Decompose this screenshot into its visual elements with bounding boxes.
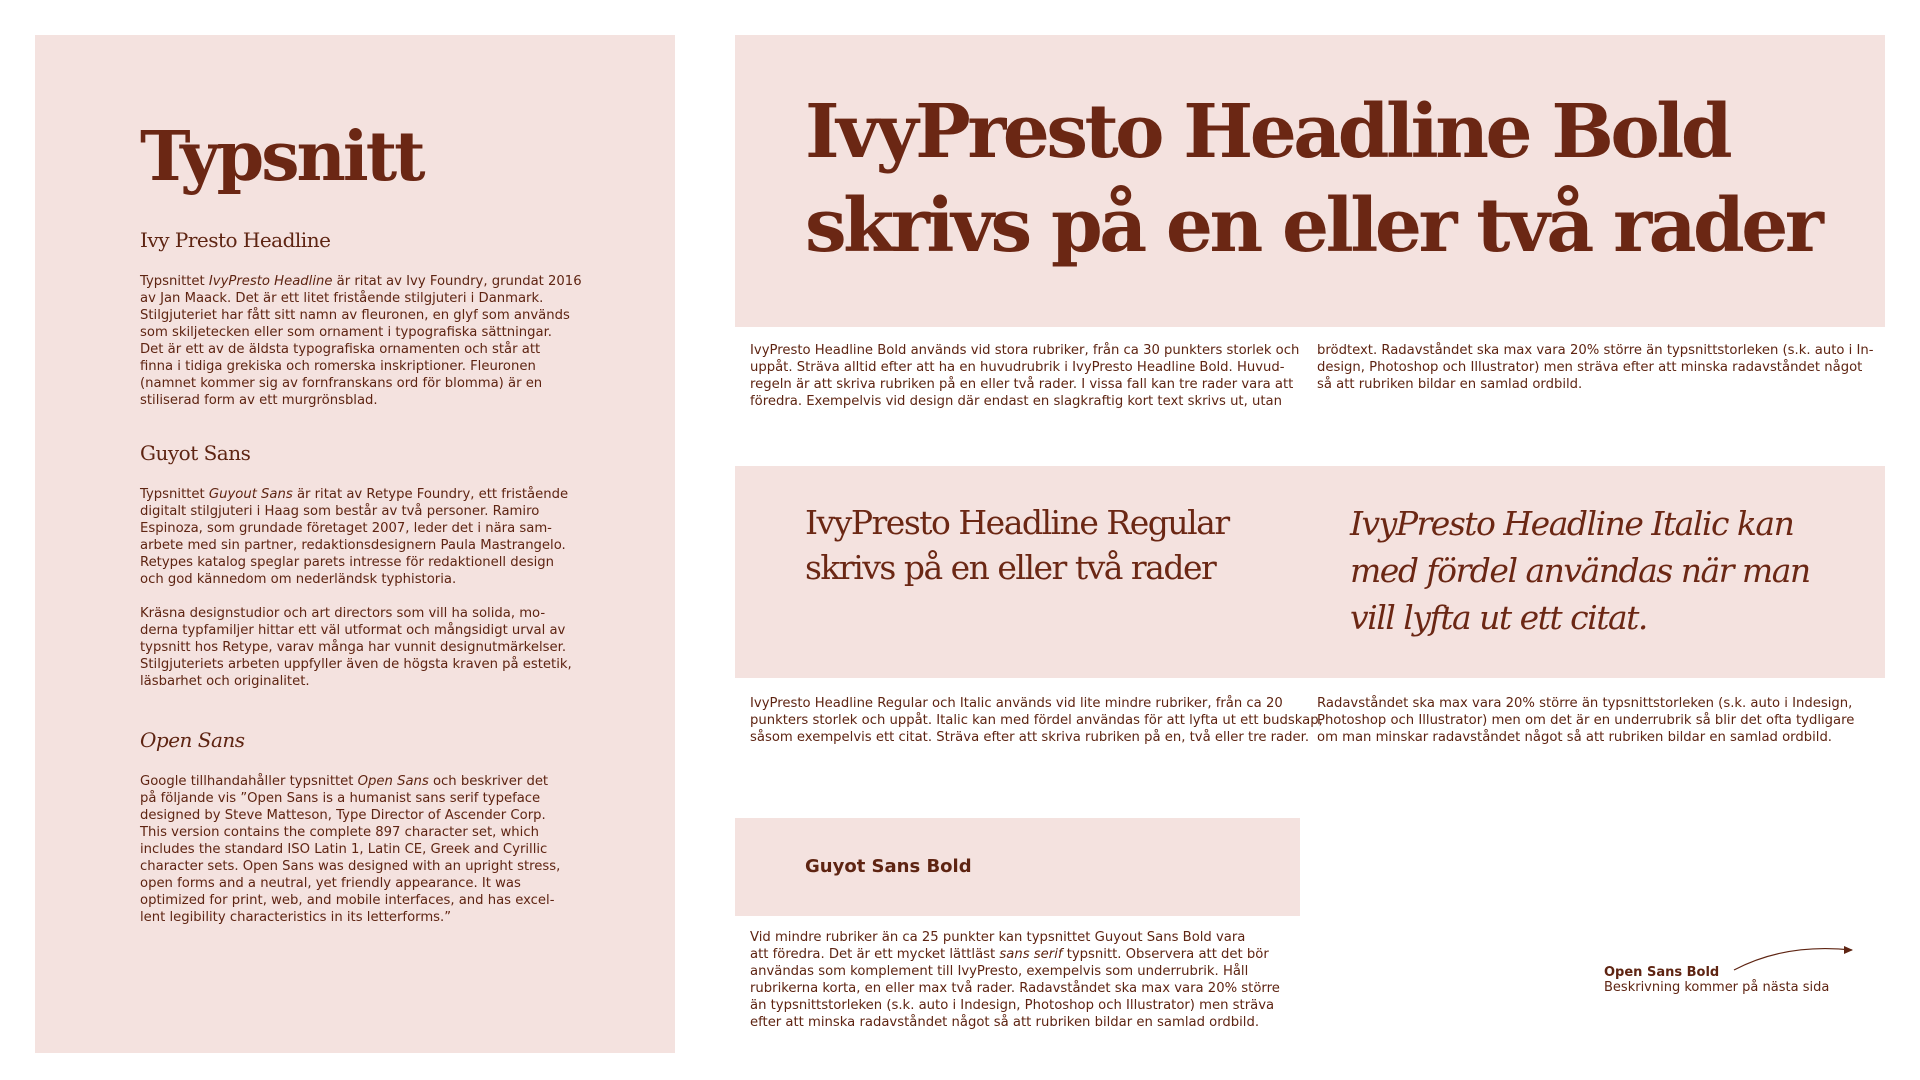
text-line: Photoshop och Illustrator) men om det är en underrubrik så blir det ofta tydligare — [1317, 713, 1855, 728]
open-sans-note-subtitle: Beskrivning kommer på nästa sida — [1604, 980, 1830, 995]
text-line: brödtext. Radavståndet ska max vara 20% större än typsnittstorleken (s.k. auto i In- — [1317, 343, 1874, 358]
text-line: Retypes katalog speglar parets intresse för redaktionell design — [140, 555, 555, 570]
paragraph — [140, 273, 582, 409]
headline-italic-line: IvyPresto Headline Italic kan — [1350, 504, 1794, 543]
text-line: användas som komplement till IvyPresto, exempelvis som underrubrik. Håll — [750, 964, 1249, 979]
section-heading-guyot: Guyot Sans — [140, 441, 251, 465]
headline-bold-desc-col2 — [1317, 342, 1874, 393]
headline-regular-line: IvyPresto Headline Regular — [805, 503, 1229, 542]
curved-arrow-icon — [1730, 938, 1860, 978]
text-line: designed by Steve Matteson, Type Director of Ascender Corp. — [140, 808, 546, 823]
text-line: optimized for print, web, and mobile interfaces, and has excel- — [140, 893, 555, 908]
text-line: Kräsna designstudior och art directors som vill ha solida, mo- — [140, 606, 546, 621]
headline-bold-line: skrivs på en eller två rader — [805, 183, 1821, 269]
text-line: läsbarhet och originalitet. — [140, 674, 310, 689]
guyot-bold-label: Guyot Sans Bold — [805, 856, 972, 877]
text-line: Google tillhandahåller typsnittet Open Sans och beskriver det — [140, 774, 549, 789]
headline-italic-sample — [1350, 500, 1810, 641]
text-line: Det är ett av de äldsta typografiska ornamenten och står att — [140, 342, 541, 357]
section-body-opensans — [140, 773, 560, 926]
text-line: Stilgjuteriet har fått sitt namn av fleuronen, en glyf som används — [140, 308, 570, 323]
text-line: på följande vis ”Open Sans is a humanist sans serif typeface — [140, 791, 541, 806]
text-line: att föredra. Det är ett mycket lättläst sans serif typsnitt. Observera att det bör — [750, 947, 1269, 962]
text-line: includes the standard ISO Latin 1, Latin CE, Greek and Cyrillic — [140, 842, 548, 857]
headline-regular-desc-col1 — [750, 695, 1323, 746]
text-line: uppåt. Sträva alltid efter att ha en huvudrubrik i IvyPresto Headline Bold. Huvud- — [750, 360, 1285, 375]
headline-italic-line: vill lyfta ut ett citat. — [1350, 598, 1647, 637]
text-line: This version contains the complete 897 character set, which — [140, 825, 539, 840]
headline-regular-sample — [805, 500, 1229, 590]
text-line: av Jan Maack. Det är ett litet fristående stilgjuteri i Danmark. — [140, 291, 544, 306]
headline-regular-italic-panel — [735, 466, 1885, 678]
text-line: om man minskar radavståndet något så att rubriken bildar en samlad ordbild. — [1317, 730, 1833, 745]
text-line: stiliserad form av ett murgrönsblad. — [140, 393, 378, 408]
headline-italic-line: med fördel användas när man — [1350, 551, 1810, 590]
paragraph — [140, 773, 560, 926]
text-line: IvyPresto Headline Regular och Italic används vid lite mindre rubriker, från ca 20 — [750, 696, 1283, 711]
headline-regular-line: skrivs på en eller två rader — [805, 548, 1216, 587]
paragraph — [140, 486, 572, 588]
text-line: Typsnittet IvyPresto Headline är ritat av Ivy Foundry, grundat 2016 — [140, 274, 582, 289]
headline-bold-panel — [735, 35, 1885, 327]
text-line: arbete med sin partner, redaktionsdesignern Paula Mastrangelo. — [140, 538, 566, 553]
text-line: Typsnittet Guyout Sans är ritat av Retype Foundry, ett fristående — [140, 487, 569, 502]
headline-bold-sample — [805, 85, 1820, 273]
section-body-guyot — [140, 486, 572, 690]
guyot-bold-panel — [735, 818, 1300, 916]
text-line: regeln är att skriva rubriken på en eller två rader. I vissa fall kan tre rader vara att — [750, 377, 1294, 392]
section-body-ivy — [140, 273, 582, 409]
text-line: derna typfamiljer hittar ett väl utformat och mångsidigt urval av — [140, 623, 566, 638]
text-line: IvyPresto Headline Bold används vid stora rubriker, från ca 30 punkters storlek och — [750, 343, 1300, 358]
text-line: Radavståndet ska max vara 20% större än typsnittstorleken (s.k. auto i Indesign, — [1317, 696, 1853, 711]
text-line: design, Photoshop och Illustrator) men sträva efter att minska radavståndet något — [1317, 360, 1863, 375]
text-line: såsom exempelvis ett citat. Sträva efter att skriva rubriken på en, två eller tre rader. — [750, 730, 1310, 745]
text-line: typsnitt hos Retype, varav många har vunnit designutmärkelser. — [140, 640, 567, 655]
text-line: Espinoza, som grundade företaget 2007, leder det i nära sam- — [140, 521, 552, 536]
headline-bold-line: IvyPresto Headline Bold — [805, 89, 1730, 175]
text-line: character sets. Open Sans was designed with an upright stress, — [140, 859, 561, 874]
section-heading-opensans: Open Sans — [140, 728, 245, 752]
text-line: Vid mindre rubriker än ca 25 punkter kan typsnittet Guyout Sans Bold vara — [750, 930, 1246, 945]
section-heading-ivy: Ivy Presto Headline — [140, 228, 331, 252]
text-line: och god kännedom om nederländsk typhistoria. — [140, 572, 457, 587]
text-line: föredra. Exempelvis vid design där endast en slagkraftig kort text skrivs ut, utan — [750, 394, 1282, 409]
text-line: finna i tidiga grekiska och romerska inskriptioner. Fleuronen — [140, 359, 536, 374]
headline-regular-desc-col2 — [1317, 695, 1854, 746]
text-line: (namnet kommer sig av fornfranskans ord för blomma) är en — [140, 376, 543, 391]
text-line: som skiljetecken eller som ornament i typografiska sättningar. — [140, 325, 553, 340]
open-sans-note-title: Open Sans Bold — [1604, 965, 1720, 980]
text-line: lent legibility characteristics in its letterforms.” — [140, 910, 452, 925]
left-panel — [35, 35, 675, 1053]
text-line: open forms and a neutral, yet friendly appearance. It was — [140, 876, 521, 891]
text-line: digitalt stilgjuteri i Haag som består av två personer. Ramiro — [140, 504, 540, 519]
text-line: Stilgjuteriets arbeten uppfyller även de högsta kraven på estetik, — [140, 657, 572, 672]
paragraph — [140, 605, 572, 690]
text-line: än typsnittstorleken (s.k. auto i Indesign, Photoshop och Illustrator) men sträva — [750, 998, 1275, 1013]
headline-bold-desc-col1 — [750, 342, 1299, 410]
text-line: efter att minska radavståndet något så att rubriken bildar en samlad ordbild. — [750, 1015, 1260, 1030]
page-title: Typsnitt — [140, 117, 423, 197]
text-line: punkters storlek och uppåt. Italic kan med fördel användas för att lyfta ut ett budskap, — [750, 713, 1323, 728]
text-line: rubrikerna korta, en eller max två rader. Radavståndet ska max vara 20% större — [750, 981, 1280, 996]
guyot-bold-desc — [750, 929, 1280, 1031]
text-line: så att rubriken bildar en samlad ordbild. — [1317, 377, 1583, 392]
